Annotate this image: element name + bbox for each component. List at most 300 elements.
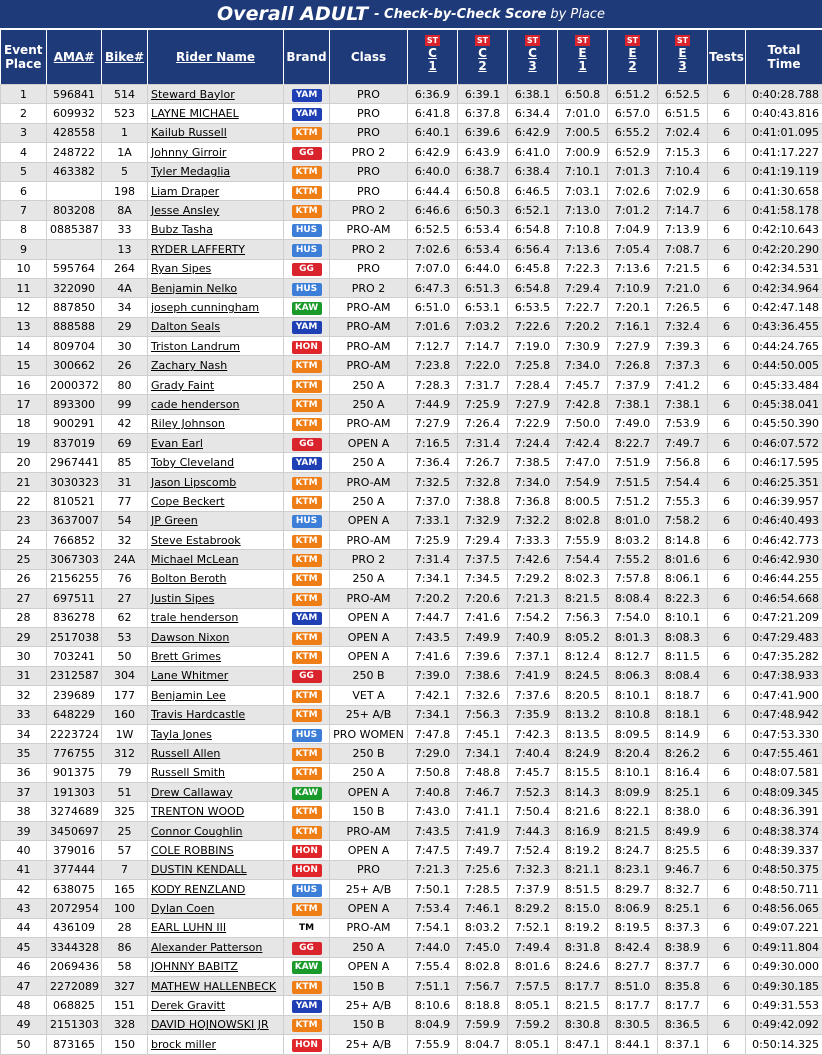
rider-name-link[interactable]: Kailub Russell xyxy=(151,126,227,139)
rider-name-cell[interactable] xyxy=(148,608,284,627)
test-e2-cell: 7:10.9 xyxy=(608,278,658,297)
brand-cell xyxy=(284,686,330,705)
rider-name-link[interactable]: Evan Earl xyxy=(151,437,203,450)
place-cell: 48 xyxy=(1,996,47,1015)
tests-count-cell: 6 xyxy=(708,317,746,336)
place-cell: 31 xyxy=(1,666,47,685)
rider-name-link[interactable]: COLE ROBBINS xyxy=(151,844,234,857)
ama-cell: 322090 xyxy=(47,278,102,297)
tests-count-cell: 6 xyxy=(708,821,746,840)
ama-cell: 248722 xyxy=(47,143,102,162)
brand-badge: HUS xyxy=(292,283,322,296)
rider-name-link[interactable]: Triston Landrum xyxy=(151,340,240,353)
place-cell: 3 xyxy=(1,123,47,142)
tests-count-cell: 6 xyxy=(708,550,746,569)
test-e3-cell: 8:17.7 xyxy=(658,996,708,1015)
brand-badge: KTM xyxy=(292,186,322,199)
test-c2-cell: 7:38.6 xyxy=(458,666,508,685)
rider-name-link[interactable]: Steve Estabrook xyxy=(151,534,241,547)
rider-name-link[interactable]: DAVID HOJNOWSKI JR xyxy=(151,1018,269,1031)
test-e2-cell: 8:20.4 xyxy=(608,744,658,763)
rider-name-cell[interactable] xyxy=(148,686,284,705)
ama-cell xyxy=(47,181,102,200)
test-e2-cell: 8:51.0 xyxy=(608,976,658,995)
tests-count-cell: 6 xyxy=(708,589,746,608)
total-time-cell: 0:49:30.000 xyxy=(746,957,822,976)
test-e2-cell: 8:09.5 xyxy=(608,724,658,743)
brand-cell xyxy=(284,104,330,123)
brand-cell xyxy=(284,220,330,239)
ama-cell: 191303 xyxy=(47,783,102,802)
test-c2-cell: 7:56.7 xyxy=(458,976,508,995)
brand-badge: YAM xyxy=(292,612,322,625)
rider-name-cell[interactable] xyxy=(148,259,284,278)
rider-name-link[interactable]: Ryan Sipes xyxy=(151,262,211,275)
test-c2-cell: 7:59.9 xyxy=(458,1015,508,1034)
rider-name-link[interactable]: Cope Beckert xyxy=(151,495,225,508)
rider-name-cell[interactable] xyxy=(148,724,284,743)
brand-badge: KTM xyxy=(292,360,322,373)
test-c2-cell: 7:32.8 xyxy=(458,472,508,491)
header-brand: Brand xyxy=(284,30,330,85)
rider-name-cell[interactable] xyxy=(148,1015,284,1034)
rider-name-link[interactable]: Derek Gravitt xyxy=(151,999,225,1012)
total-time-cell: 0:41:19.119 xyxy=(746,162,822,181)
rider-name-cell[interactable] xyxy=(148,317,284,336)
title-bar xyxy=(0,0,822,30)
brand-cell xyxy=(284,666,330,685)
test-c1-cell: 7:47.5 xyxy=(408,841,458,860)
test-c3-cell: 6:46.5 xyxy=(508,181,558,200)
test-e3-cell: 8:18.7 xyxy=(658,686,708,705)
rider-name-cell[interactable] xyxy=(148,123,284,142)
rider-name-link[interactable]: joseph cunningham xyxy=(151,301,259,314)
test-e1-cell: 7:13.0 xyxy=(558,201,608,220)
place-cell: 50 xyxy=(1,1035,47,1054)
bike-cell: 69 xyxy=(102,434,148,453)
test-c1-cell: 7:53.4 xyxy=(408,899,458,918)
header-tests-count: Tests xyxy=(708,30,746,85)
rider-name-link[interactable]: Benjamin Nelko xyxy=(151,282,237,295)
test-c1-cell: 6:41.8 xyxy=(408,104,458,123)
test-e3-cell: 7:37.3 xyxy=(658,356,708,375)
table-row xyxy=(1,802,822,821)
header-ama[interactable]: AMA# xyxy=(47,30,102,85)
test-c3-cell: 6:53.5 xyxy=(508,298,558,317)
test-e2-cell: 7:38.1 xyxy=(608,395,658,414)
tests-count-cell: 6 xyxy=(708,647,746,666)
total-time-cell: 0:47:48.942 xyxy=(746,705,822,724)
test-c3-cell: 7:32.3 xyxy=(508,860,558,879)
rider-name-link[interactable]: Connor Coughlin xyxy=(151,825,243,838)
test-c2-cell: 7:49.7 xyxy=(458,841,508,860)
rider-name-link[interactable]: Dawson Nixon xyxy=(151,631,229,644)
class-cell: PRO-AM xyxy=(330,220,408,239)
test-c1-cell: 7:44.7 xyxy=(408,608,458,627)
tests-count-cell: 6 xyxy=(708,434,746,453)
rider-name-cell[interactable] xyxy=(148,666,284,685)
tests-count-cell: 6 xyxy=(708,705,746,724)
test-e2-cell: 8:21.5 xyxy=(608,821,658,840)
rider-name-cell[interactable] xyxy=(148,589,284,608)
rider-name-cell[interactable] xyxy=(148,802,284,821)
brand-cell xyxy=(284,860,330,879)
brand-cell xyxy=(284,375,330,394)
table-row xyxy=(1,1035,822,1054)
brand-badge: HON xyxy=(292,341,322,354)
test-c2-cell: 7:45.1 xyxy=(458,724,508,743)
ama-cell: 2151303 xyxy=(47,1015,102,1034)
brand-cell xyxy=(284,569,330,588)
rider-name-cell[interactable] xyxy=(148,550,284,569)
test-e2-cell: 8:22.1 xyxy=(608,802,658,821)
test-e1-cell: 7:56.3 xyxy=(558,608,608,627)
class-cell: 250 B xyxy=(330,666,408,685)
bike-cell: 1A xyxy=(102,143,148,162)
test-c2-cell: 7:25.6 xyxy=(458,860,508,879)
brand-cell xyxy=(284,201,330,220)
test-c2-cell: 7:32.6 xyxy=(458,686,508,705)
test-e1-cell: 7:10.8 xyxy=(558,220,608,239)
test-c1-cell: 7:31.4 xyxy=(408,550,458,569)
test-c1-cell: 6:40.0 xyxy=(408,162,458,181)
rider-name-cell[interactable] xyxy=(148,957,284,976)
table-row xyxy=(1,220,822,239)
rider-name-cell[interactable] xyxy=(148,337,284,356)
rider-name-cell[interactable] xyxy=(148,375,284,394)
test-e2-cell: 6:55.2 xyxy=(608,123,658,142)
test-c3-cell: 7:22.9 xyxy=(508,414,558,433)
brand-cell xyxy=(284,85,330,104)
rider-name-cell[interactable] xyxy=(148,530,284,549)
place-cell: 29 xyxy=(1,627,47,646)
rider-name-cell[interactable] xyxy=(148,104,284,123)
rider-name-link[interactable]: JP Green xyxy=(151,514,198,527)
rider-name-cell[interactable] xyxy=(148,1035,284,1054)
rider-name-link[interactable]: RYDER LAFFERTY xyxy=(151,243,245,256)
tests-count-cell: 6 xyxy=(708,608,746,627)
brand-badge: HUS xyxy=(292,244,322,257)
test-c2-cell: 7:41.9 xyxy=(458,821,508,840)
rider-name-link[interactable]: Dylan Coen xyxy=(151,902,214,915)
total-time-cell: 0:40:43.816 xyxy=(746,104,822,123)
rider-name-cell[interactable] xyxy=(148,783,284,802)
place-cell: 18 xyxy=(1,414,47,433)
rider-name-cell[interactable] xyxy=(148,395,284,414)
brand-cell xyxy=(284,880,330,899)
rider-name-cell[interactable] xyxy=(148,841,284,860)
rider-name-link[interactable]: Travis Hardcastle xyxy=(151,708,245,721)
rider-name-cell[interactable] xyxy=(148,356,284,375)
rider-name-link[interactable]: TRENTON WOOD xyxy=(151,805,244,818)
ama-cell: 596841 xyxy=(47,85,102,104)
test-c3-cell: 6:38.4 xyxy=(508,162,558,181)
test-e1-cell: 8:21.6 xyxy=(558,802,608,821)
rider-name-link[interactable]: Lane Whitmer xyxy=(151,669,228,682)
rider-name-link[interactable]: Zachary Nash xyxy=(151,359,227,372)
ama-cell: 873165 xyxy=(47,1035,102,1054)
results-table xyxy=(0,30,822,1055)
class-cell: PRO 2 xyxy=(330,143,408,162)
bike-cell: 33 xyxy=(102,220,148,239)
rider-name-cell[interactable] xyxy=(148,492,284,511)
table-row xyxy=(1,414,822,433)
rider-name-link[interactable]: Drew Callaway xyxy=(151,786,233,799)
bike-cell: 51 xyxy=(102,783,148,802)
rider-name-cell[interactable] xyxy=(148,918,284,937)
test-c3-cell: 7:27.9 xyxy=(508,395,558,414)
place-cell: 1 xyxy=(1,85,47,104)
rider-name-cell[interactable] xyxy=(148,860,284,879)
total-time-cell: 0:46:40.493 xyxy=(746,511,822,530)
bike-cell: 57 xyxy=(102,841,148,860)
place-cell: 9 xyxy=(1,240,47,259)
tests-count-cell: 6 xyxy=(708,259,746,278)
test-e3-cell: 7:58.2 xyxy=(658,511,708,530)
test-c1-cell: 7:44.0 xyxy=(408,938,458,957)
test-e2-cell: 8:01.0 xyxy=(608,511,658,530)
table-row xyxy=(1,899,822,918)
test-e1-cell: 6:50.8 xyxy=(558,85,608,104)
test-e2-cell: 8:42.4 xyxy=(608,938,658,957)
rider-name-cell[interactable] xyxy=(148,996,284,1015)
class-cell: OPEN A xyxy=(330,957,408,976)
rider-name-cell[interactable] xyxy=(148,880,284,899)
test-e1-cell: 7:22.7 xyxy=(558,298,608,317)
total-time-cell: 0:46:25.351 xyxy=(746,472,822,491)
rider-name-link[interactable]: Jason Lipscomb xyxy=(151,476,236,489)
header-rider-name[interactable]: Rider Name xyxy=(148,30,284,85)
bike-cell: 34 xyxy=(102,298,148,317)
rider-name-cell[interactable] xyxy=(148,240,284,259)
test-e1-cell: 8:47.1 xyxy=(558,1035,608,1054)
rider-name-link[interactable]: Russell Allen xyxy=(151,747,220,760)
rider-name-cell[interactable] xyxy=(148,744,284,763)
rider-name-link[interactable]: Tyler Medaglia xyxy=(151,165,230,178)
rider-name-cell[interactable] xyxy=(148,201,284,220)
rider-name-cell[interactable] xyxy=(148,763,284,782)
test-e3-cell: 8:26.2 xyxy=(658,744,708,763)
place-cell: 40 xyxy=(1,841,47,860)
brand-badge: KAW xyxy=(292,302,322,315)
rider-name-link[interactable]: Johnny Girroir xyxy=(151,146,226,159)
test-e2-cell: 6:52.9 xyxy=(608,143,658,162)
rider-name-cell[interactable] xyxy=(148,181,284,200)
brand-badge: KTM xyxy=(292,496,322,509)
rider-name-cell[interactable] xyxy=(148,647,284,666)
rider-name-link[interactable]: brock miller xyxy=(151,1038,216,1051)
rider-name-link[interactable]: trale henderson xyxy=(151,611,238,624)
header-test-c1[interactable]: ST C 1 xyxy=(408,30,458,85)
test-e2-cell: 7:01.2 xyxy=(608,201,658,220)
class-cell: OPEN A xyxy=(330,783,408,802)
rider-name-link[interactable]: Toby Cleveland xyxy=(151,456,234,469)
test-e3-cell: 8:18.1 xyxy=(658,705,708,724)
ama-cell: 2000372 xyxy=(47,375,102,394)
rider-name-link[interactable]: Dalton Seals xyxy=(151,320,220,333)
test-e3-cell: 8:32.7 xyxy=(658,880,708,899)
rider-name-link[interactable]: Steward Baylor xyxy=(151,88,235,101)
tests-count-cell: 6 xyxy=(708,453,746,472)
test-e1-cell: 8:00.5 xyxy=(558,492,608,511)
rider-name-cell[interactable] xyxy=(148,627,284,646)
tests-count-cell: 6 xyxy=(708,976,746,995)
rider-name-link[interactable]: Justin Sipes xyxy=(151,592,214,605)
test-e2-cell: 8:06.3 xyxy=(608,666,658,685)
brand-badge: HUS xyxy=(292,884,322,897)
total-time-cell: 0:44:50.005 xyxy=(746,356,822,375)
test-c3-cell: 8:01.6 xyxy=(508,957,558,976)
test-e2-cell: 7:55.2 xyxy=(608,550,658,569)
rider-name-cell[interactable] xyxy=(148,143,284,162)
test-c1-cell: 7:32.5 xyxy=(408,472,458,491)
rider-name-cell[interactable] xyxy=(148,472,284,491)
rider-name-link[interactable]: DUSTIN KENDALL xyxy=(151,863,247,876)
class-cell: PRO 2 xyxy=(330,278,408,297)
total-time-cell: 0:45:33.484 xyxy=(746,375,822,394)
test-e3-cell: 7:54.4 xyxy=(658,472,708,491)
total-time-cell: 0:42:34.531 xyxy=(746,259,822,278)
ama-cell: 3450697 xyxy=(47,821,102,840)
total-time-cell: 0:42:47.148 xyxy=(746,298,822,317)
class-cell: OPEN A xyxy=(330,841,408,860)
rider-name-cell[interactable] xyxy=(148,976,284,995)
ama-cell: 2517038 xyxy=(47,627,102,646)
total-time-cell: 0:41:30.658 xyxy=(746,181,822,200)
test-e1-cell: 7:22.3 xyxy=(558,259,608,278)
rider-name-link[interactable]: Tayla Jones xyxy=(151,728,212,741)
bike-cell: 150 xyxy=(102,1035,148,1054)
rider-name-cell[interactable] xyxy=(148,220,284,239)
rider-name-link[interactable]: Benjamin Lee xyxy=(151,689,226,702)
test-e2-cell: 8:23.1 xyxy=(608,860,658,879)
header-bike[interactable]: Bike# xyxy=(102,30,148,85)
test-c3-cell: 7:52.4 xyxy=(508,841,558,860)
test-c3-cell: 7:57.5 xyxy=(508,976,558,995)
rider-name-link[interactable]: cade henderson xyxy=(151,398,239,411)
ama-cell: 888588 xyxy=(47,317,102,336)
test-e3-cell: 8:14.9 xyxy=(658,724,708,743)
test-e3-cell: 8:25.5 xyxy=(658,841,708,860)
header-test-c2[interactable]: ST C 2 xyxy=(458,30,508,85)
rider-name-link[interactable]: MATHEW HALLENBECK xyxy=(151,980,276,993)
brand-cell xyxy=(284,1035,330,1054)
table-row xyxy=(1,744,822,763)
rider-name-link[interactable]: EARL LUHN III xyxy=(151,921,226,934)
class-cell: PRO-AM xyxy=(330,337,408,356)
rider-name-link[interactable]: Riley Johnson xyxy=(151,417,225,430)
test-e1-cell: 7:20.2 xyxy=(558,317,608,336)
test-c3-cell: 7:19.0 xyxy=(508,337,558,356)
place-cell: 8 xyxy=(1,220,47,239)
rider-name-cell[interactable] xyxy=(148,938,284,957)
total-time-cell: 0:47:41.900 xyxy=(746,686,822,705)
test-c2-cell: 7:29.4 xyxy=(458,530,508,549)
rider-name-cell[interactable] xyxy=(148,298,284,317)
test-c1-cell: 6:51.0 xyxy=(408,298,458,317)
rider-name-link[interactable]: JOHNNY BABITZ xyxy=(151,960,238,973)
rider-name-cell[interactable] xyxy=(148,821,284,840)
ama-cell: 2156255 xyxy=(47,569,102,588)
header-test-e3[interactable]: ST E 3 xyxy=(658,30,708,85)
rider-name-link[interactable]: Bubz Tasha xyxy=(151,223,213,236)
test-c1-cell: 7:21.3 xyxy=(408,860,458,879)
place-cell: 25 xyxy=(1,550,47,569)
header-test-c3[interactable]: ST C 3 xyxy=(508,30,558,85)
test-c2-cell: 7:22.0 xyxy=(458,356,508,375)
brand-cell xyxy=(284,414,330,433)
test-e3-cell: 7:41.2 xyxy=(658,375,708,394)
brand-cell xyxy=(284,996,330,1015)
test-e1-cell: 7:34.0 xyxy=(558,356,608,375)
class-cell: OPEN A xyxy=(330,511,408,530)
rider-name-link[interactable]: Michael McLean xyxy=(151,553,239,566)
rider-name-link[interactable]: Alexander Patterson xyxy=(151,941,262,954)
rider-name-cell[interactable] xyxy=(148,162,284,181)
rider-name-cell[interactable] xyxy=(148,705,284,724)
rider-name-cell[interactable] xyxy=(148,453,284,472)
test-c1-cell: 7:55.4 xyxy=(408,957,458,976)
table-row xyxy=(1,240,822,259)
rider-name-cell[interactable] xyxy=(148,434,284,453)
rider-name-cell[interactable] xyxy=(148,85,284,104)
test-c2-cell: 7:31.7 xyxy=(458,375,508,394)
rider-name-link[interactable]: LAYNE MICHAEL xyxy=(151,107,239,120)
brand-cell xyxy=(284,763,330,782)
test-e2-cell: 8:27.7 xyxy=(608,957,658,976)
class-cell: 250 A xyxy=(330,395,408,414)
test-e2-cell: 7:02.6 xyxy=(608,181,658,200)
rider-name-link[interactable]: KODY RENZLAND xyxy=(151,883,245,896)
test-e1-cell: 7:13.6 xyxy=(558,240,608,259)
rider-name-cell[interactable] xyxy=(148,569,284,588)
tests-count-cell: 6 xyxy=(708,181,746,200)
header-test-e1[interactable]: ST E 1 xyxy=(558,30,608,85)
rider-name-link[interactable]: Grady Faint xyxy=(151,379,214,392)
ama-cell: 239689 xyxy=(47,686,102,705)
class-cell: OPEN A xyxy=(330,434,408,453)
brand-cell xyxy=(284,356,330,375)
test-e3-cell: 7:56.8 xyxy=(658,453,708,472)
bike-cell: 327 xyxy=(102,976,148,995)
rider-name-link[interactable]: Jesse Ansley xyxy=(151,204,219,217)
test-e2-cell: 8:01.3 xyxy=(608,627,658,646)
brand-cell xyxy=(284,821,330,840)
tests-count-cell: 6 xyxy=(708,860,746,879)
place-cell: 30 xyxy=(1,647,47,666)
rider-name-cell[interactable] xyxy=(148,278,284,297)
test-e3-cell: 6:52.5 xyxy=(658,85,708,104)
tests-count-cell: 6 xyxy=(708,298,746,317)
place-cell: 35 xyxy=(1,744,47,763)
header-test-e2[interactable]: ST E 2 xyxy=(608,30,658,85)
rider-name-cell[interactable] xyxy=(148,511,284,530)
rider-name-cell[interactable] xyxy=(148,899,284,918)
rider-name-link[interactable]: Brett Grimes xyxy=(151,650,221,663)
ama-cell: 803208 xyxy=(47,201,102,220)
ama-cell: 436109 xyxy=(47,918,102,937)
test-e3-cell: 8:16.4 xyxy=(658,763,708,782)
rider-name-link[interactable]: Russell Smith xyxy=(151,766,225,779)
rider-name-link[interactable]: Liam Draper xyxy=(151,185,219,198)
rider-name-link[interactable]: Bolton Beroth xyxy=(151,572,226,585)
table-row xyxy=(1,976,822,995)
total-time-cell: 0:48:36.391 xyxy=(746,802,822,821)
rider-name-cell[interactable] xyxy=(148,414,284,433)
bike-cell: 328 xyxy=(102,1015,148,1034)
table-row xyxy=(1,608,822,627)
test-c1-cell: 7:42.1 xyxy=(408,686,458,705)
